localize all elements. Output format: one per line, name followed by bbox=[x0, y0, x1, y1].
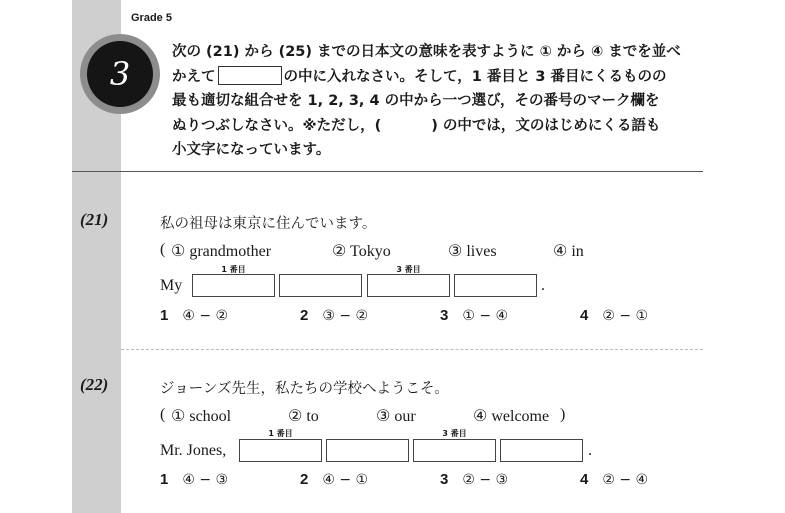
choice-text: ② − ④ bbox=[602, 472, 649, 488]
choice-number: 3 bbox=[440, 471, 449, 488]
instruction-text: かえて bbox=[172, 68, 216, 85]
sentence-prefix: My bbox=[160, 277, 183, 294]
instruction-line: 小文字になっています。 bbox=[172, 142, 331, 158]
question-number: (22) bbox=[80, 375, 109, 394]
japanese-sentence: 私の祖母は東京に住んでいます。 bbox=[160, 216, 377, 232]
instruction-text: ぬりつぶしなさい。※ただし，( bbox=[172, 117, 382, 134]
word-option: ① grandmother bbox=[171, 243, 272, 260]
open-paren: ( bbox=[160, 406, 166, 423]
section-number-badge: 3 bbox=[87, 41, 153, 107]
choice-number: 2 bbox=[300, 307, 309, 324]
choice-text: ② − ③ bbox=[462, 472, 509, 488]
answer-box-1[interactable] bbox=[239, 439, 322, 462]
answer-box-1[interactable] bbox=[192, 274, 275, 297]
choice-number: 4 bbox=[580, 307, 589, 324]
word-option: ② to bbox=[288, 408, 319, 425]
sentence-end: . bbox=[541, 277, 545, 294]
instruction-line bbox=[172, 65, 707, 90]
choice-number: 1 bbox=[160, 307, 169, 324]
open-paren: ( bbox=[160, 241, 166, 258]
instructions bbox=[172, 40, 707, 163]
word-option: ③ lives bbox=[448, 243, 497, 260]
instruction-line: 次の (21) から (25) までの日本文の意味を表すように ① から ④ までを並べ bbox=[172, 44, 681, 60]
instruction-line: 最も適切な組合せを 1, 2, 3, 4 の中から一つ選び，その番号のマーク欄を bbox=[172, 93, 660, 109]
answer-choice-3[interactable] bbox=[440, 471, 508, 488]
box-label-first: 1 番目 bbox=[268, 429, 293, 438]
box-label-first: 1 番目 bbox=[221, 265, 246, 274]
answer-box-2[interactable] bbox=[279, 274, 362, 297]
choice-number: 3 bbox=[440, 307, 449, 324]
question-number: (21) bbox=[80, 210, 109, 229]
answer-choice-2[interactable] bbox=[300, 307, 368, 324]
answer-choice-1[interactable] bbox=[160, 471, 228, 488]
choice-number: 2 bbox=[300, 471, 309, 488]
box-label-third: 3 番目 bbox=[396, 265, 421, 274]
word-option: ③ our bbox=[376, 408, 416, 425]
choice-text: ① − ④ bbox=[462, 308, 509, 324]
instruction-text: の中に入れなさい。そして，1 番目と 3 番目にくるものの bbox=[283, 68, 667, 85]
choice-number: 4 bbox=[580, 471, 589, 488]
answer-choice-1[interactable] bbox=[160, 307, 228, 324]
sentence-end: . bbox=[588, 442, 592, 459]
answer-choice-3[interactable] bbox=[440, 307, 508, 324]
instruction-line bbox=[172, 114, 707, 139]
choice-text: ④ − ③ bbox=[182, 472, 229, 488]
instruction-text: ) の中では，文のはじめにくる語も bbox=[431, 117, 661, 134]
question-separator bbox=[121, 349, 703, 350]
answer-box-3[interactable] bbox=[367, 274, 450, 297]
grade-label: Grade 5 bbox=[131, 12, 172, 24]
japanese-sentence: ジョーンズ先生，私たちの学校へようこそ。 bbox=[160, 381, 449, 397]
word-option: ① school bbox=[171, 408, 232, 425]
answer-choice-4[interactable] bbox=[580, 471, 648, 488]
box-label-third: 3 番目 bbox=[442, 429, 467, 438]
choice-number: 1 bbox=[160, 471, 169, 488]
answer-box-3[interactable] bbox=[413, 439, 496, 462]
word-option: ② Tokyo bbox=[332, 243, 391, 260]
answer-box-4[interactable] bbox=[500, 439, 583, 462]
answer-box-2[interactable] bbox=[326, 439, 409, 462]
answer-choice-4[interactable] bbox=[580, 307, 648, 324]
choice-text: ④ − ① bbox=[322, 472, 369, 488]
close-paren: ) bbox=[560, 406, 566, 423]
answer-choice-2[interactable] bbox=[300, 471, 368, 488]
answer-box-sample bbox=[218, 66, 282, 85]
choice-text: ③ − ② bbox=[322, 308, 369, 324]
choice-text: ④ − ② bbox=[182, 308, 229, 324]
word-option: ④ welcome bbox=[473, 408, 550, 425]
section-divider bbox=[72, 171, 703, 172]
word-option: ④ in bbox=[553, 243, 584, 260]
answer-box-4[interactable] bbox=[454, 274, 537, 297]
sentence-prefix: Mr. Jones, bbox=[160, 442, 227, 459]
choice-text: ② − ① bbox=[602, 308, 649, 324]
